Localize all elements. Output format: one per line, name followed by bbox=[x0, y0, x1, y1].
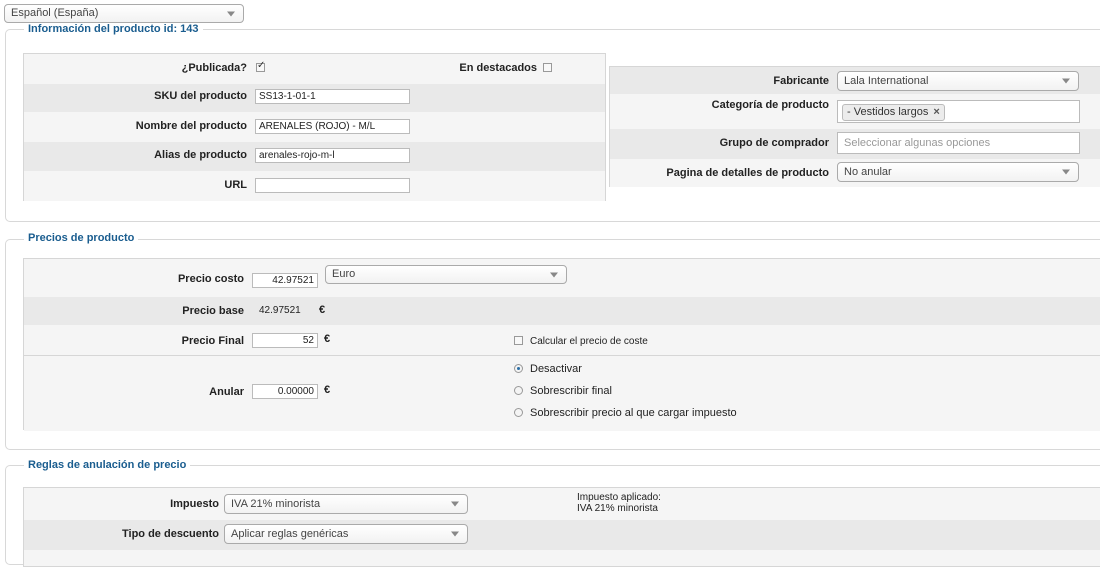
chevron-down-icon bbox=[550, 272, 558, 277]
product-name-input[interactable]: ARENALES (ROJO) - M/L bbox=[255, 119, 410, 134]
final-price-input[interactable]: 52 bbox=[252, 333, 318, 348]
radio-disable-label: Desactivar bbox=[530, 363, 582, 375]
tax-applied-value: IVA 21% minorista bbox=[577, 503, 658, 514]
cost-input[interactable]: 42.97521 bbox=[252, 273, 318, 288]
manufacturer-label: Fabricante bbox=[773, 75, 829, 87]
override-input[interactable]: 0.00000 bbox=[252, 384, 318, 399]
chevron-down-icon bbox=[451, 502, 459, 507]
calc-cost-checkbox[interactable] bbox=[514, 336, 523, 345]
chevron-down-icon bbox=[451, 532, 459, 537]
sku-label: SKU del producto bbox=[154, 90, 247, 102]
tax-label: Impuesto bbox=[170, 498, 219, 510]
tax-select-value: IVA 21% minorista bbox=[231, 497, 321, 510]
chevron-down-icon bbox=[1062, 79, 1070, 84]
rules-legend: Reglas de anulación de precio bbox=[24, 459, 190, 471]
alias-label: Alias de producto bbox=[154, 149, 247, 161]
name-label: Nombre del producto bbox=[135, 120, 247, 132]
radio-override-tax-label: Sobrescribir precio al que cargar impuesto bbox=[530, 407, 737, 419]
url-input[interactable] bbox=[255, 178, 410, 193]
cost-label: Precio costo bbox=[177, 273, 244, 285]
details-page-select[interactable] bbox=[837, 162, 1079, 182]
currency-select-value: Euro bbox=[332, 268, 356, 280]
radio-override-final-label: Sobrescribir final bbox=[530, 385, 612, 397]
sku-input[interactable]: SS13-1-01-1 bbox=[255, 89, 410, 104]
calc-cost-label: Calcular el precio de coste bbox=[530, 336, 648, 347]
discount-type-select[interactable] bbox=[224, 524, 468, 544]
alias-input[interactable]: arenales-rojo-m-l bbox=[255, 148, 410, 163]
close-icon[interactable]: × bbox=[933, 106, 940, 118]
manufacturer-select[interactable] bbox=[837, 71, 1079, 91]
override-currency-symbol: € bbox=[324, 384, 331, 396]
chevron-down-icon bbox=[1062, 170, 1070, 175]
prices-legend: Precios de producto bbox=[24, 232, 138, 244]
featured-checkbox[interactable] bbox=[543, 63, 552, 72]
tax-applied-title: Impuesto aplicado: bbox=[577, 492, 661, 503]
category-tag[interactable] bbox=[842, 104, 945, 121]
chevron-down-icon bbox=[227, 11, 235, 16]
category-tag-label: - Vestidos largos bbox=[847, 106, 929, 118]
url-label: URL bbox=[224, 179, 247, 191]
details-page-select-value: No anular bbox=[844, 165, 892, 178]
published-label: ¿Publicada? bbox=[181, 62, 247, 74]
final-currency-symbol: € bbox=[324, 333, 331, 345]
final-label: Precio Final bbox=[181, 335, 244, 347]
buyer-group-input[interactable] bbox=[837, 132, 1080, 154]
category-multiselect[interactable] bbox=[837, 100, 1080, 123]
buyer-group-label: Grupo de comprador bbox=[719, 137, 829, 149]
discount-type-select-value: Aplicar reglas genéricas bbox=[231, 527, 349, 540]
tax-select[interactable] bbox=[224, 494, 468, 514]
buyer-group-placeholder: Seleccionar algunas opciones bbox=[844, 137, 991, 149]
category-label: Categoría de producto bbox=[711, 99, 829, 111]
radio-override-tax[interactable] bbox=[514, 408, 523, 417]
radio-override-final[interactable] bbox=[514, 386, 523, 395]
base-label: Precio base bbox=[182, 305, 244, 317]
currency-select[interactable] bbox=[325, 265, 567, 284]
published-checkbox[interactable] bbox=[256, 63, 265, 72]
product-info-legend: Información del producto id: 143 bbox=[24, 23, 203, 35]
language-select-value: Español (España) bbox=[11, 7, 99, 19]
radio-disable[interactable] bbox=[514, 364, 523, 373]
featured-label: En destacados bbox=[459, 62, 537, 74]
discount-type-label: Tipo de descuento bbox=[122, 528, 219, 540]
language-select[interactable] bbox=[4, 4, 244, 23]
manufacturer-select-value: Lala International bbox=[844, 74, 929, 87]
base-currency-symbol: € bbox=[319, 304, 326, 316]
base-value: 42.97521 bbox=[259, 305, 301, 316]
override-label: Anular bbox=[209, 386, 244, 398]
details-page-label: Pagina de detalles de producto bbox=[666, 167, 829, 179]
